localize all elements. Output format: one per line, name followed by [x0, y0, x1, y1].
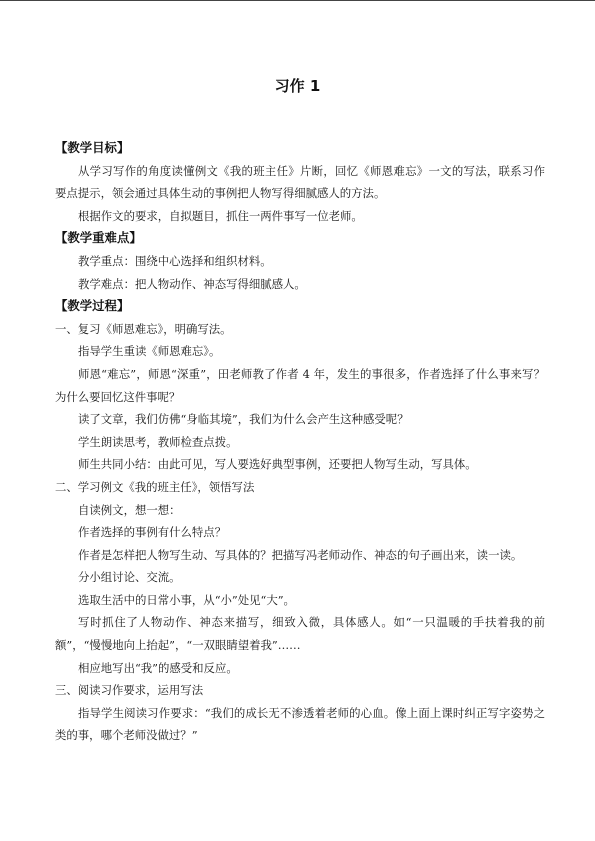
paragraph: 师恩“难忘”，师恩“深重”，田老师教了作者 4 年，发生的事很多，作者选择了什么事来写？为什么要回忆这件事呢？	[55, 366, 545, 404]
paragraph: 指导学生阅读习作要求：“我们的成长无不渗透着老师的心血。像上面上课时纠正写字姿势之类的事，哪个老师没做过？”	[55, 705, 545, 743]
paragraph: 师生共同小结：由此可见，写人要选好典型事例，还要把人物写生动，写具体。	[78, 457, 477, 472]
paragraph: 分小组讨论、交流。	[78, 570, 181, 585]
subsection-heading: 一、复习《师恩难忘》，明确写法。	[55, 321, 232, 336]
paragraph: 作者选择的事例有什么特点？	[78, 525, 227, 540]
top-border-line	[0, 0, 595, 1]
subsection-heading: 二、学习例文《我的班主任》，领悟写法	[55, 479, 255, 494]
paragraph: 自读例文，想一想：	[78, 502, 181, 517]
section-heading-objectives: 【教学目标】	[55, 140, 130, 155]
section-heading-process: 【教学过程】	[55, 298, 130, 314]
page-title: 习作 1	[274, 77, 321, 95]
paragraph: 教学重点：围绕中心选择和组织材料。	[78, 253, 272, 268]
paragraph: 相应地写出“我”的感受和反应。	[78, 660, 238, 675]
paragraph: 学生朗读思考，教师检查点拨。	[78, 434, 238, 449]
subsection-heading: 三、阅读习作要求，运用写法	[55, 683, 204, 698]
paragraph: 作者是怎样把人物写生动、写具体的？把描写冯老师动作、神态的句子画出来，读一读。	[78, 547, 523, 562]
paragraph: 教学难点：把人物动作、神态写得细腻感人。	[78, 276, 306, 291]
paragraph: 指导学生重读《师恩难忘》。	[78, 344, 221, 359]
section-heading-key-points: 【教学重难点】	[55, 230, 142, 246]
paragraph: 读了文章，我们仿佛“身临其境”，我们为什么会产生这种感受呢？	[78, 412, 409, 427]
paragraph: 根据作文的要求，自拟题目，抓住一两件事写一位老师。	[78, 208, 363, 223]
document-body	[55, 137, 545, 747]
paragraph: 选取生活中的日常小事，从“小”处见“大”。	[78, 592, 295, 607]
paragraph: 从学习写作的角度读懂例文《我的班主任》片断，回忆《师恩难忘》一文的写法，联系习作要点提示，领会通过具体生动的事例把人物写得细腻感人的方法。	[55, 163, 545, 201]
paragraph: 写时抓住了人物动作、神态来描写，细致入微，具体感人。如“一只温暖的手扶着我的前额”，“慢慢地向上抬起”，“一双眼睛望着我”……	[55, 615, 545, 653]
